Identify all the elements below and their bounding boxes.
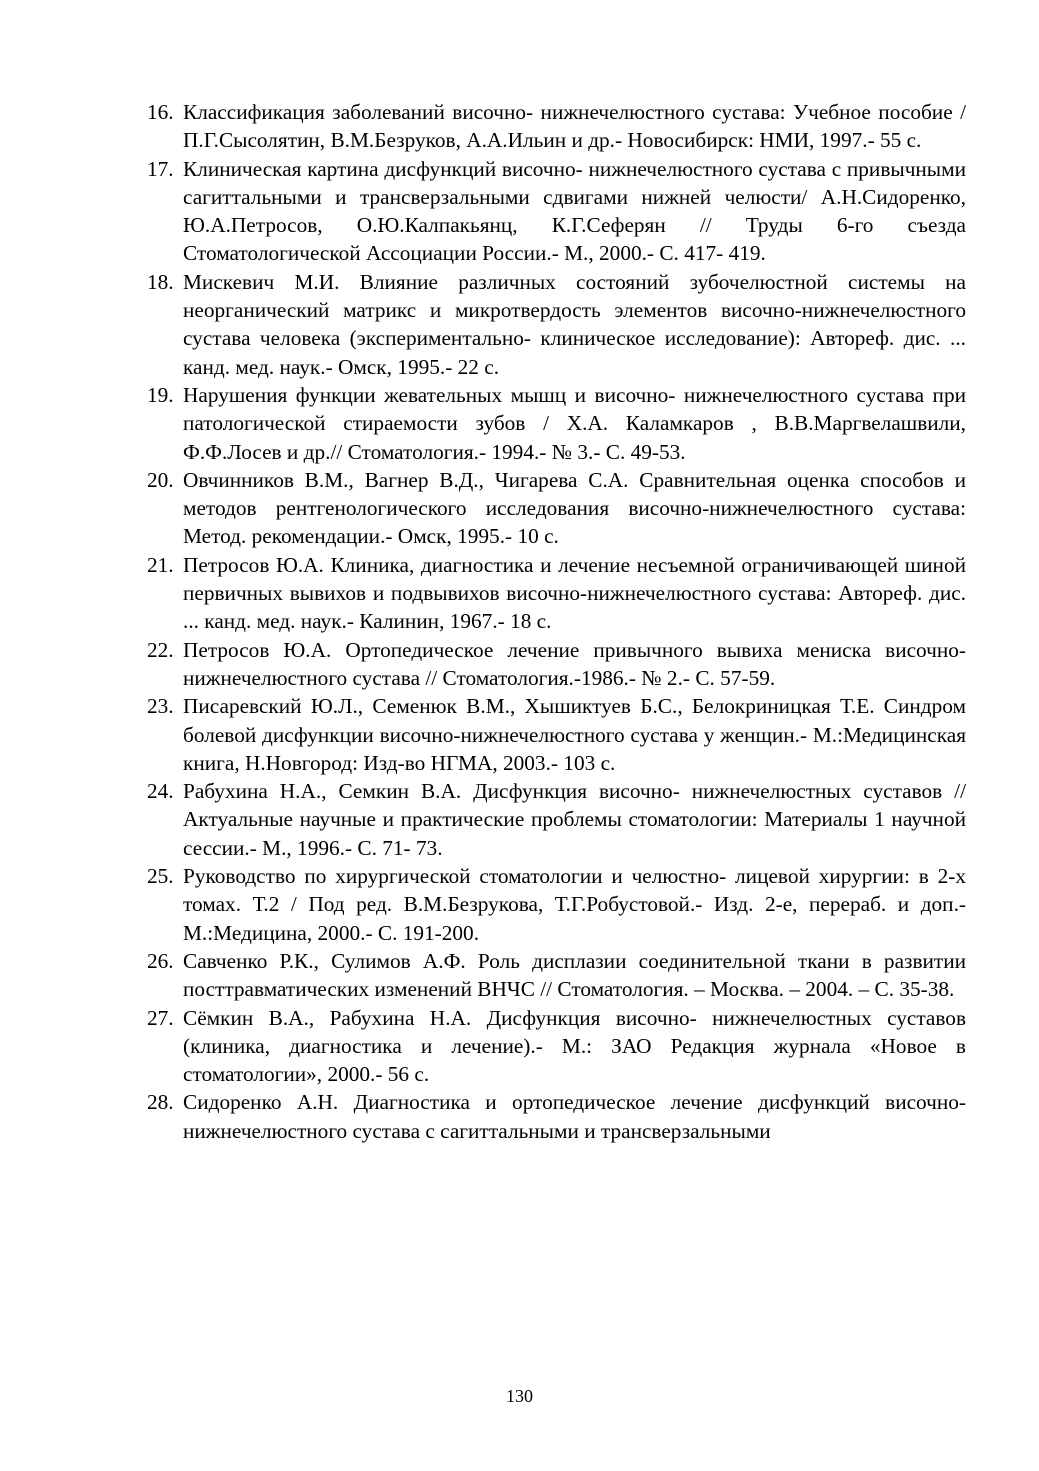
reference-item xyxy=(147,98,966,155)
reference-text: Клиническая картина дисфункций височно- нижнечелюстного сустава с привычными сагиттальными и трансверзальными сдвигами нижней челюсти/ А.Н.Сидоренко, Ю.А.Петросов, О.Ю.Калпакьянц, К.Г.Сеферян // Труды 6-го съезда Стоматологической Ассоциации России.- М., 2000.- С. 417- 419. xyxy=(183,156,966,266)
reference-text: Петросов Ю.А. Ортопедическое лечение привычного вывиха мениска височно- нижнечелюстного сустава // Стоматология.-1986.- № 2.- С. 57-59. xyxy=(183,637,966,690)
reference-number: 27. xyxy=(147,1005,174,1030)
reference-item xyxy=(147,268,966,381)
reference-item xyxy=(147,466,966,551)
reference-number: 23. xyxy=(147,694,174,719)
reference-text: Петросов Ю.А. Клиника, диагностика и лечение несъемной ограничивающей шиной первичных вывихов и подвывихов височно-нижнечелюстного сустава: Автореф. дис. ... канд. мед. наук.- Калинин, 1967.- 18 с. xyxy=(183,552,966,634)
reference-text: Писаревский Ю.Л., Семенюк В.М., Хышиктуев Б.С., Белокриницкая Т.Е. Синдром болевой дисфункции височно-нижнечелюстного сустава у женщин.- М.:Медицинская книга, Н.Новгород: Изд-во НГМА, 2003.- 103 с. xyxy=(183,694,966,775)
reference-item xyxy=(147,692,966,777)
page-number: 130 xyxy=(506,1386,533,1406)
reference-text: Савченко Р.К., Сулимов А.Ф. Роль дисплазии соединительной ткани в развитии посттравматических изменений ВНЧС // Стоматология. – Москва. – 2004. – С. 35-38. xyxy=(183,948,966,1002)
reference-item xyxy=(147,862,966,947)
reference-list xyxy=(147,98,966,1145)
reference-item xyxy=(147,1088,966,1145)
reference-item xyxy=(147,947,966,1004)
reference-number: 17. xyxy=(147,156,174,181)
reference-text: Сидоренко А.Н. Диагностика и ортопедическое лечение дисфункций височно- нижнечелюстного сустава с сагиттальными и трансверзальными xyxy=(183,1090,966,1143)
reference-item xyxy=(147,636,966,693)
reference-text: Мискевич М.И. Влияние различных состояний зубочелюстной системы на неорганический матрикс и микротвердость элементов височно-нижнечелюстного сустава человека (экспериментально- клиническое исследование): Автореф. дис. ... канд. мед. наук.- Омск, 1995.- 22 с. xyxy=(183,269,966,379)
reference-number: 22. xyxy=(147,637,174,662)
reference-number: 28. xyxy=(147,1090,174,1115)
reference-text: Сёмкин В.А., Рабухина Н.А. Дисфункция височно- нижнечелюстных суставов (клиника, диагностика и лечение).- М.: ЗАО Редакция журнала «Новое в стоматологии», 2000.- 56 с. xyxy=(183,1005,966,1087)
reference-text: Классификация заболеваний височно- нижнечелюстного сустава: Учебное пособие / П.Г.Сысолятин, В.М.Безруков, А.А.Ильин и др.- Новосибирск: НМИ, 1997.- 55 с. xyxy=(183,100,966,153)
reference-number: 18. xyxy=(147,269,174,294)
reference-text: Овчинников В.М., Вагнер В.Д., Чигарева С.А. Сравнительная оценка способов и методов рентгенологического исследования височно-нижнечелюстного сустава: Метод. рекомендации.- Омск, 1995.- 10 с. xyxy=(183,467,966,549)
reference-item xyxy=(147,155,966,268)
reference-item xyxy=(147,1004,966,1089)
reference-item xyxy=(147,777,966,862)
reference-text: Руководство по хирургической стоматологии и челюстно- лицевой хирургии: в 2-х томах. Т.2 / Под ред. В.М.Безрукова, Т.Г.Робустовой.- Изд. 2-е, перераб. и доп.- М.:Медицина, 2000.- С. 191-200. xyxy=(183,864,966,945)
reference-number: 24. xyxy=(147,779,174,804)
reference-number: 26. xyxy=(147,948,174,973)
reference-text: Рабухина Н.А., Семкин В.А. Дисфункция височно- нижнечелюстных суставов // Актуальные научные и практические проблемы стоматологии: Материалы 1 научной сессии.- М., 1996.- С. 71- 73. xyxy=(183,779,966,860)
reference-number: 21. xyxy=(147,552,174,577)
reference-text: Нарушения функции жевательных мышц и височно- нижнечелюстного сустава при патологической стираемости зубов / Х.А. Каламкаров , В.В.Маргвелашвили, Ф.Ф.Лосев и др.// Стоматология.- 1994.- № 3.- С. 49-53. xyxy=(183,382,966,464)
reference-number: 20. xyxy=(147,467,174,492)
reference-number: 19. xyxy=(147,382,174,407)
reference-number: 16. xyxy=(147,100,174,124)
reference-item xyxy=(147,381,966,466)
reference-number: 25. xyxy=(147,864,174,889)
reference-item xyxy=(147,551,966,636)
